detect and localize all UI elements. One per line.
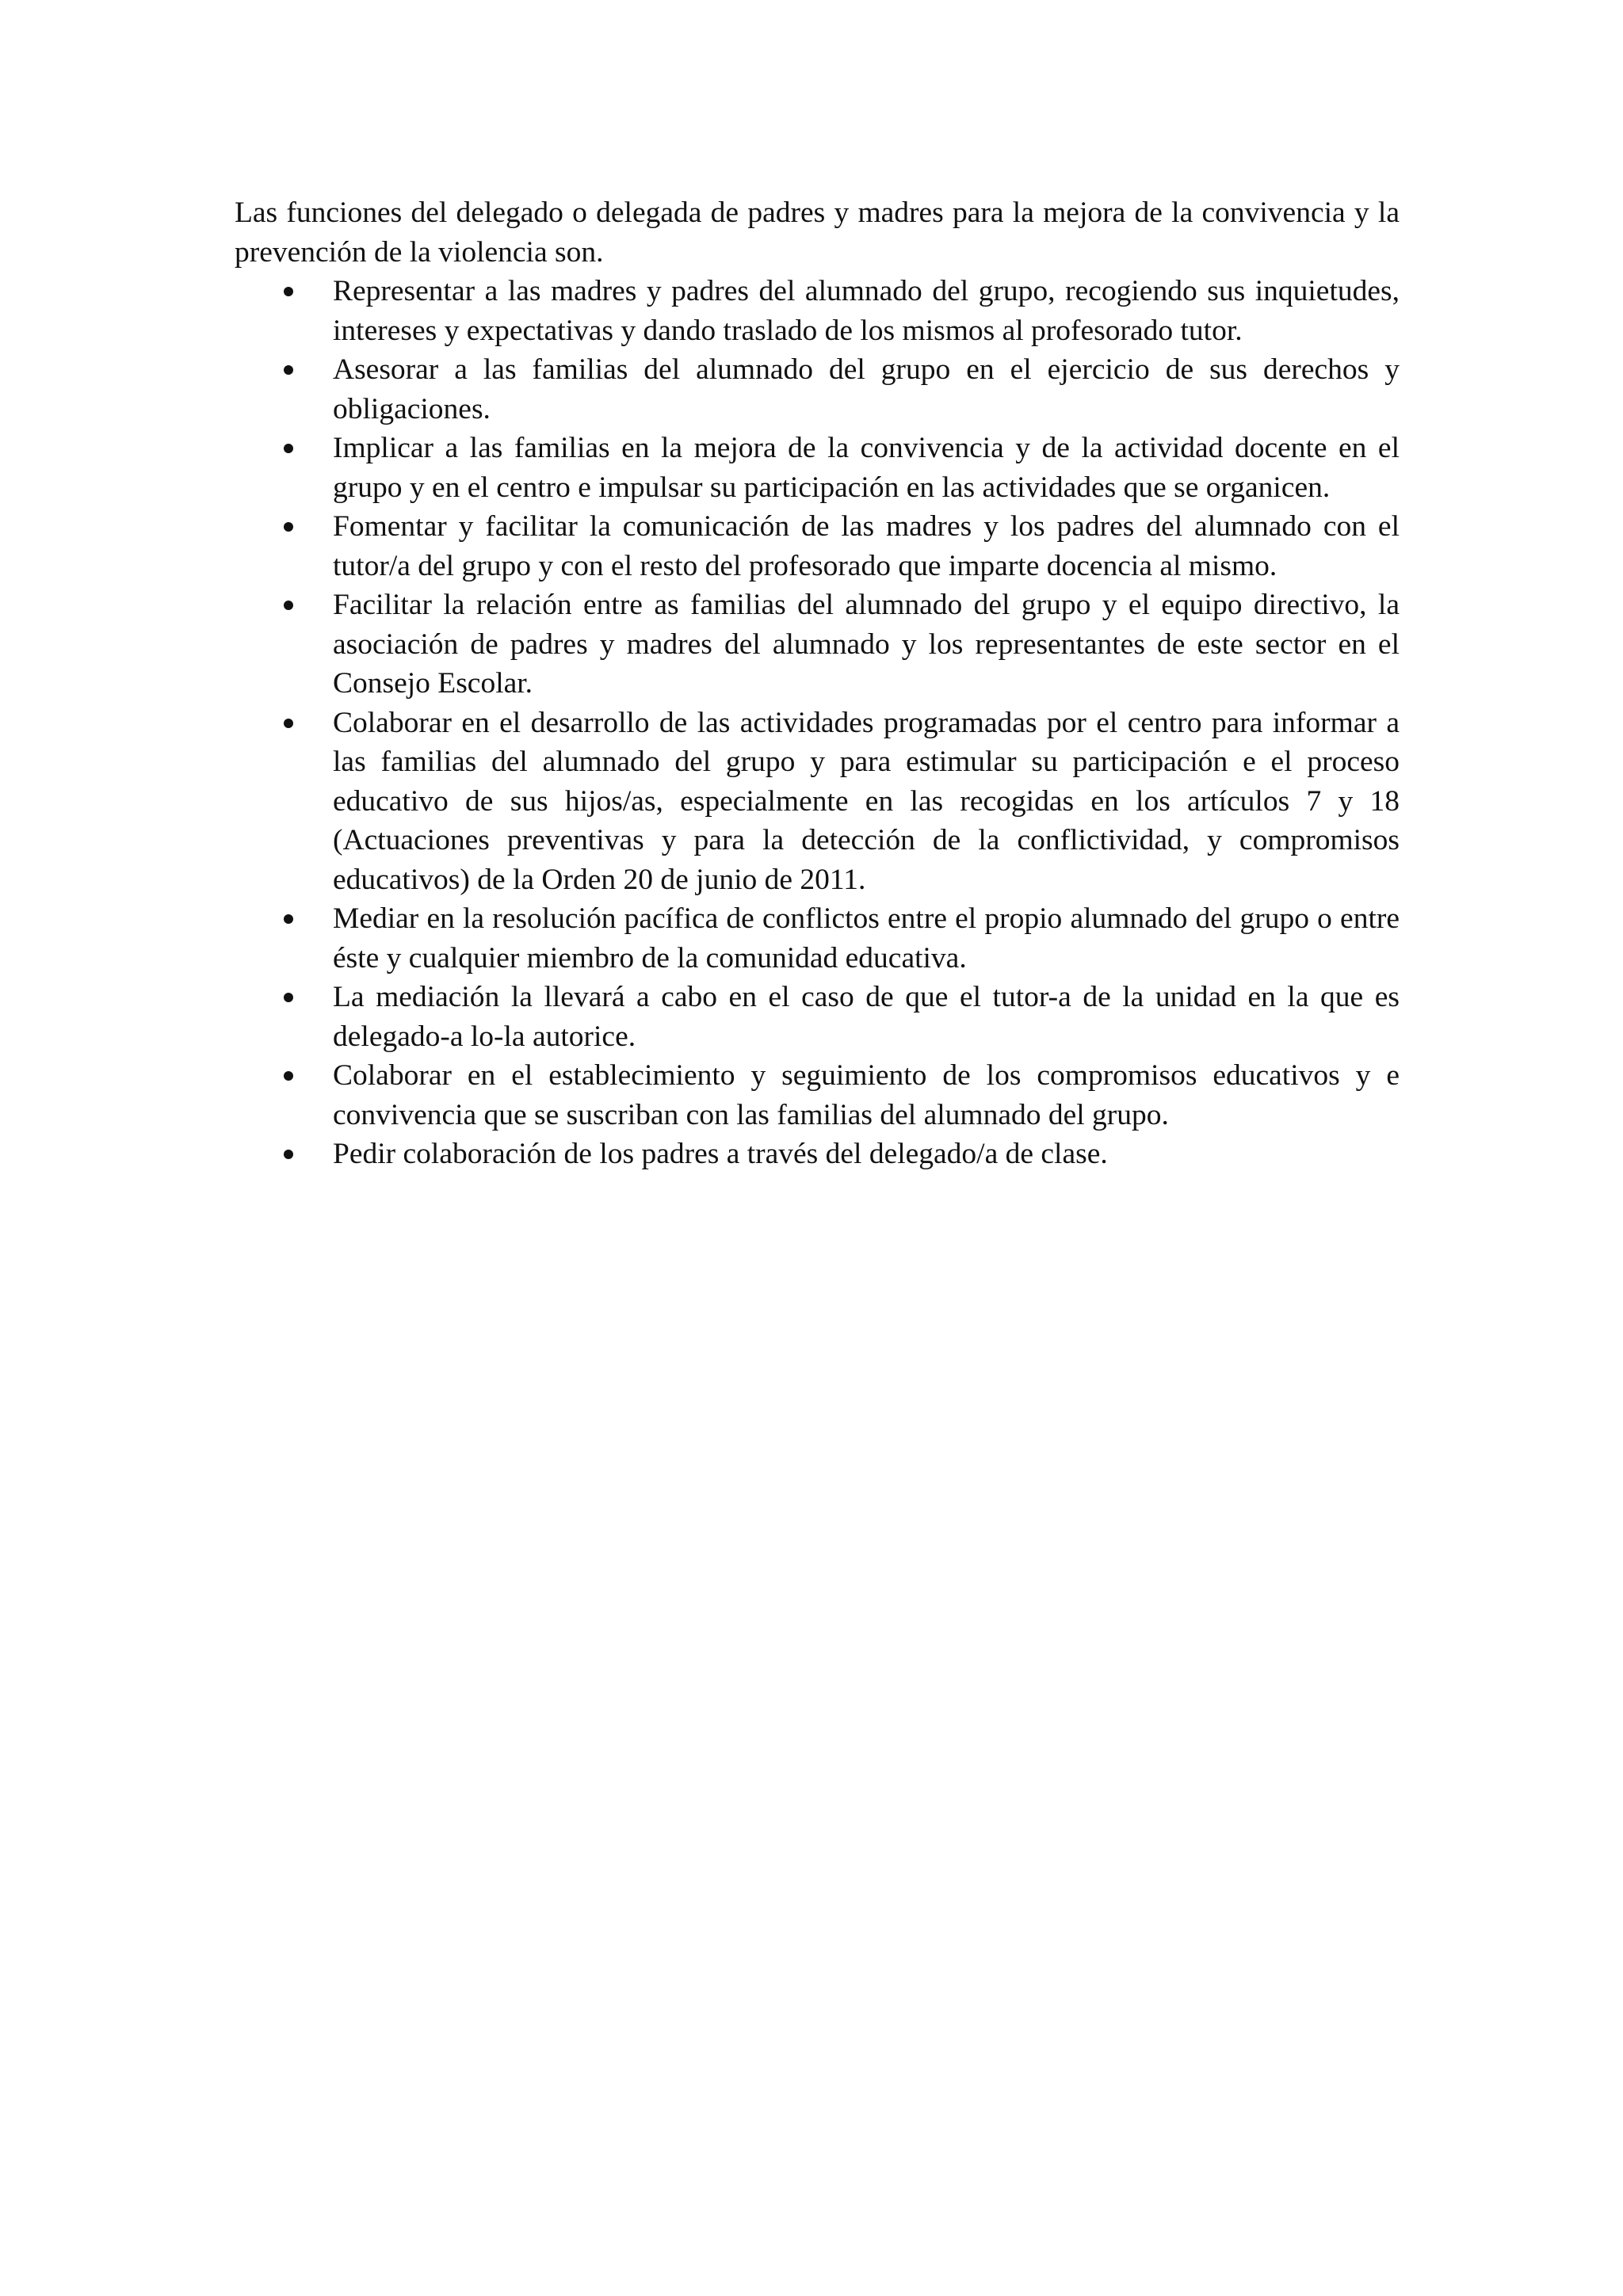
bullet-icon xyxy=(284,719,293,728)
bullet-icon xyxy=(284,287,293,296)
list-item-text: Mediar en la resolución pacífica de conflictos entre el propio alumnado del grupo o entre éste y cualquier miembro de la comunidad educativa. xyxy=(333,902,1400,974)
bullet-icon xyxy=(284,444,293,453)
intro-paragraph: Las funciones del delegado o delegada de padres y madres para la mejora de la convivencia y la prevención de la violencia son. xyxy=(235,196,1400,269)
bullet-icon xyxy=(284,1071,293,1081)
bullet-icon xyxy=(284,993,293,1002)
list-item-text: La mediación la llevará a cabo en el caso de que el tutor-a de la unidad en la que es delegado-a lo-la autorice. xyxy=(333,981,1400,1053)
list-item xyxy=(235,1056,1400,1135)
list-item xyxy=(235,704,1400,900)
bullet-icon xyxy=(284,522,293,532)
list-item xyxy=(235,899,1400,978)
list-item xyxy=(235,350,1400,429)
list-item-text: Asesorar a las familias del alumnado del grupo en el ejercicio de sus derechos y obligaciones. xyxy=(333,353,1400,425)
list-item-text: Colaborar en el establecimiento y seguimiento de los compromisos educativos y e convivencia que se suscriban con las familias del alumnado del grupo. xyxy=(333,1059,1400,1131)
list-item-text: Pedir colaboración de los padres a través del delegado/a de clase. xyxy=(333,1138,1108,1170)
list-item xyxy=(235,507,1400,585)
list-item xyxy=(235,978,1400,1056)
list-item-text: Representar a las madres y padres del alumnado del grupo, recogiendo sus inquietudes, intereses y expectativas y dando traslado de los mismos al profesorado tutor. xyxy=(333,275,1400,347)
list-item xyxy=(235,429,1400,507)
list-item-text: Colaborar en el desarrollo de las actividades programadas por el centro para informar a las familias del alumnado del grupo y para estimular su participación e el proceso educativo de sus hijos/as, especialmente en las recogidas en los artículos 7 y 18 (Actuaciones preventivas y para la detección de la conflictividad, y compromisos educativos) de la Orden 20 de junio de 2011. xyxy=(333,706,1400,896)
document-body xyxy=(235,193,1400,1174)
list-item xyxy=(235,272,1400,350)
bullet-icon xyxy=(284,365,293,375)
bullet-icon xyxy=(284,914,293,924)
bullet-icon xyxy=(284,601,293,610)
functions-list xyxy=(235,272,1400,1174)
list-item xyxy=(235,585,1400,704)
list-item xyxy=(235,1135,1400,1174)
list-item-text: Fomentar y facilitar la comunicación de las madres y los padres del alumnado con el tutor/a del grupo y con el resto del profesorado que imparte docencia al mismo. xyxy=(333,510,1400,582)
list-item-text: Implicar a las familias en la mejora de la convivencia y de la actividad docente en el grupo y en el centro e impulsar su participación en las actividades que se organicen. xyxy=(333,432,1400,504)
list-item-text: Facilitar la relación entre as familias del alumnado del grupo y el equipo directivo, la asociación de padres y madres del alumnado y los representantes de este sector en el Consejo Escolar. xyxy=(333,589,1400,700)
bullet-icon xyxy=(284,1150,293,1159)
